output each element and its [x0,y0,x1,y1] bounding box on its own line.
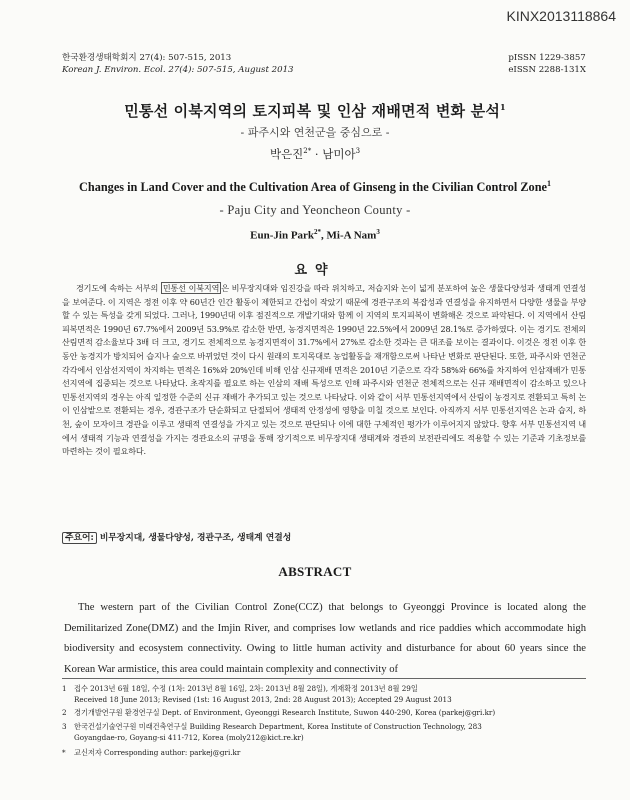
footnote-1-line-2: Received 18 June 2013; Revised (1st: 16 August 2013, 2nd: 28 August 2013); Accepted 29 August 2013 [74,694,452,704]
keywords-text: 비무장지대, 생물다양성, 경관구조, 생태계 연결성 [96,533,292,543]
document-id: KINX2013118864 [506,8,616,24]
author-2-ko: 남미아 [322,147,356,161]
footnote-corresponding [62,748,586,759]
title-korean [0,100,630,121]
author-2-en-mark: 3 [376,228,380,236]
footnote-2 [62,708,586,719]
author-2-ko-mark: 3 [355,147,361,156]
footnote-3-line-1: 한국건설기술연구원 미래건축연구실 Building Research Department, Korea Institute of Construction Technology, 283 [74,722,482,731]
english-abstract-heading: ABSTRACT [278,564,352,579]
title-english [0,179,630,195]
author-separator-en: , [321,229,327,242]
issn-block [508,52,586,76]
journal-citation [62,52,294,76]
title-english-text: Changes in Land Cover and the Cultivation Area of Ginseng in the Civilian Control Zone [78,180,548,195]
authors-english [0,228,630,242]
journal-citation-en: Korean J. Environ. Ecol. 27(4): 507-515, August 2013 [62,65,294,75]
footnote-1 [62,684,586,705]
footnote-3-number: 3 [62,722,67,731]
title-english-footnote-mark: 1 [547,179,552,188]
footnote-3 [62,722,586,743]
eissn: eISSN 2288-131X [508,65,586,75]
abstract-ko-lead: 경기도에 속하는 서부의 [76,283,161,293]
pissn: pISSN 1229-3857 [508,53,586,63]
author-1-en: Eun-Jin Park [250,229,315,242]
keywords-label: 주요어: [62,532,97,544]
footnote-2-line-1: 경기개발연구원 환경연구실 Dept. of Environment, Gyeonggi Research Institute, Suwon 440-290, Korea (parkej@gri.kr) [74,708,496,717]
authors-korean [0,146,630,162]
abstract-ko-highlight: 민통선 이북지역 [162,283,220,293]
footnote-corresponding-mark: * [62,748,66,757]
footnote-2-number: 2 [62,708,67,717]
author-1-ko-mark: 2* [303,147,312,156]
author-1-ko: 박은진 [269,147,304,161]
author-separator-ko: · [311,147,323,161]
footnote-divider [62,678,586,679]
footnote-1-number: 1 [62,684,67,693]
footnote-3-line-2: Goyangdae-ro, Goyang-si 411-712, Korea (moly212@kict.re.kr) [74,732,304,742]
korean-abstract-heading: 요약 [294,263,336,278]
korean-abstract-body [62,282,586,459]
author-2-en: Mi-A Nam [326,229,377,242]
title-korean-text: 민통선 이북지역의 토지피복 및 인삼 재배면적 변화 분석 [124,102,501,120]
subtitle-korean: - 파주시와 연천군을 중심으로 - [240,126,390,139]
subtitle-english: - Paju City and Yeoncheon County - [219,203,411,217]
title-korean-footnote-mark: 1 [500,102,506,112]
author-1-en-mark: 2* [314,228,322,236]
abstract-ko-rest: 은 비무장지대와 임진강을 따라 위치하고, 저습지와 논이 넓게 분포하여 높은 생물다양성과 생태계 연결성을 보여준다. 이 지역은 정전 이후 약 60년간 인간 활동이 제한되고 간섭이 작았기 때문에 경관구조의 복잡성과 연결성을 유지하면서 다양한 생물을 부양할 수 있는 특성을 갖게 되었다. 그러나, 1990년대 이후 점진적으로 개발기대와 함께 이 지역의 토지피복이 변화해온 것으로 파악된다. 이 지역에서 산림 피복면적은 1990년 67.7%에서 2009년 53.9%로 감소한 반면, 농경지면적은 1990년 22.5%에서 2009년 28.1%로 증가하였다. 이는 경기도 전체의 산림면적 감소율보다 3배 더 크고, 경기도 전체적으로 농경지면적이 31.7%에서 27%로 감소한 것과는 큰 대조를 보이는 결과이다. 이것은 정전 이후 한동안 농경지가 방치되어 습지나 숲으로 바뀌었던 것이 다시 원래의 토지목대로 농업활동을 재개함으로써 나타난 변화로 판단된다. 또한, 파주시와 연천군 각각에서 인삼선지역이 차지하는 면적은 16%와 20%인데 비해 인삼 신규재배 면적은 2010년 기준으로 각각 58%와 66%를 차지하여 인삼재배가 민통선지역에 집중되는 것으로 나타났다. 초작지를 필요로 하는 인삼의 재배 특성으로 인해 파주시와 연천군 전체적으로는 신규 재배면적이 감소하고 있으나 민통선지역의 경우는 아직 일정한 수준의 신규 재배가 추가되고 있는 것으로 나타났다. 이와 같이 서부 민통선지역에서 산림이 농경지로 전환되고 특히 논이 인삼밭으로 전환되는 경우, 경관구조가 단순화되고 단절되어 생태적 안정성에 영향을 미칠 것으로 보인다. 아직까지 서부 민통선지역은 논과 습지, 하천, 숲이 모자이크 경관을 이루고 생태적 연결성을 가지고 있는 것으로 판단되나 이에 대한 구체적인 평가가 이루어지지 않았다. 향후 서부 민통선지역 내에서 생태적 기능과 연결성을 가지는 경관요소의 규명을 통해 장기적으로 비무장지대 생태계와 경관의 보전관리에도 적용할 수 있는 기준과 기초정보를 마련하는 것이 필요하다. [62,283,587,457]
keywords-line [62,530,291,543]
english-abstract-body: The western part of the Civilian Control Zone(CCZ) that belongs to Gyeonggi Province is located along the Demilitarized Zone(DMZ) and the Imjin River, and comprises low wetlands and rice paddies which accommodate high biodiversity and ecosystem connectivity. Owing to little human activity and disturbance for about 60 years since the Korean War armistice, this area could maintain complexity and connectivity of [64,602,586,675]
footnote-1-line-1: 접수 2013년 6월 18일, 수정 (1차: 2013년 8월 16일, 2차: 2013년 8월 28일), 게재확정 2013년 8월 29일 [74,684,418,693]
footnote-corresponding-text: 교신저자 Corresponding author: parkej@gri.kr [74,748,241,757]
journal-citation-ko: 한국환경생태학회지 27(4): 507-515, 2013 [62,53,232,63]
